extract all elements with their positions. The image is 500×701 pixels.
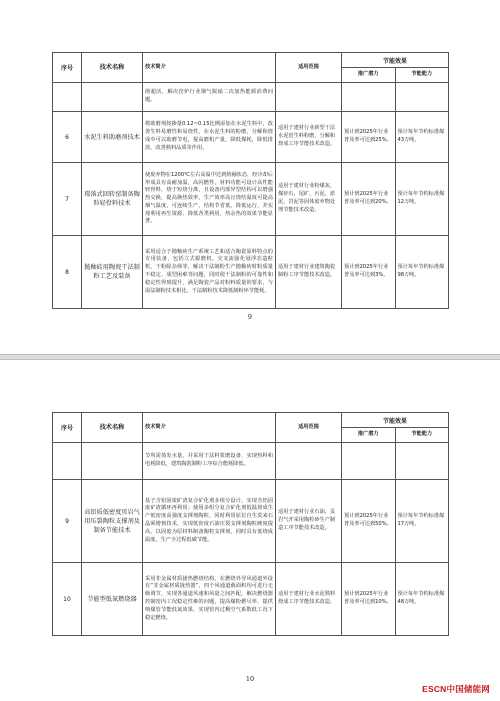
row-scope: 适用于建材行业建筑陶瓷制粉工序节能技术改造。 [276, 236, 342, 309]
header-scope: 适用范围 [276, 53, 342, 83]
technology-table-page-10 [52, 412, 449, 636]
row-name: 高铝质低密度页岩气用压裂陶粒支撑剂及制备节能技术 [82, 480, 143, 563]
row-no: 10 [53, 563, 82, 636]
header-name: 技术名称 [82, 413, 143, 443]
table-row [53, 112, 449, 163]
row-desc: 将助磨剂按掺量0.12~0.15比例添加在水泥生料中，改善生料易磨性和易烧性，在水泥生料的粉磨，分解和烧成中可以助磨节电，提高磨机产量，降低煤耗，降低排放，改善熟料品质等作用。 [143, 112, 276, 163]
escn-logo: ESCN中国储能网 [422, 684, 490, 694]
row-no: 7 [53, 163, 82, 236]
page-number: 10 [245, 675, 255, 683]
row-push: 预计到2025年行业普及率可达到50%。 [342, 480, 396, 563]
table-row [53, 236, 449, 309]
row-name: 节能型低氮燃烧器 [82, 563, 143, 636]
table-row [53, 83, 449, 112]
header-no: 序号 [53, 53, 82, 83]
technology-table-page-9 [52, 52, 449, 309]
header-desc: 技术简介 [143, 413, 276, 443]
table-row [53, 480, 449, 563]
table-header-row [53, 413, 449, 428]
header-scope: 适用范围 [276, 413, 342, 443]
table-header-row [53, 53, 449, 68]
row-cap: 预计每年节约标准煤43万吨。 [395, 112, 449, 163]
row-push: 预计到2025年行业普及率可达到25%。 [342, 112, 396, 163]
header-no: 序号 [53, 413, 82, 443]
row-push: 预计到2025年行业普及率可达到3%。 [342, 236, 396, 309]
header-name: 技术名称 [82, 53, 143, 83]
row-desc: 基于含铝固废矿渣复合矿化剂多组分设计，实现含铝固废矿渣循环再利用；使用多组分复合矿化剂低温烧成生产低密度高强度支撑剂陶粒，同时利用原位自生莫来石晶须增韧技术，实现低密度石油压裂支撑剂陶粒硬度提高，以固废为原材料制备陶粒支撑剂，同时具有低烧成温度，生产全过程低碳节能。 [143, 480, 276, 563]
continuation-text: 节所需蒸发水量，并采用干法料浆磨设备，实现热料和电耗降低，建筑陶瓷制粉工序综合能耗降低。 [143, 443, 276, 480]
row-cap: 预计每年节约标准煤12万吨。 [395, 163, 449, 236]
row-name: 璟落式回转窑制备陶粒轻骨料技术 [82, 163, 143, 236]
table-row [53, 443, 449, 480]
page-number: 9 [247, 313, 253, 321]
header-cap: 节能能力 [395, 68, 449, 83]
header-push: 推广潜力 [342, 428, 396, 443]
table-row [53, 563, 449, 636]
header-effect: 节能效果 [342, 413, 449, 428]
row-scope: 适用于建材行业石油，页岩气开采用陶粒砂生产制造工序节能技术改造。 [276, 480, 342, 563]
row-no: 9 [53, 480, 82, 563]
row-no: 6 [53, 112, 82, 163]
header-desc: 技术简介 [143, 53, 276, 83]
row-name: 水泥生料助磨剂技术 [82, 112, 143, 163]
continuation-text: 削超活，解决窑炉行业烟气脱硝二次加热能源消费问题。 [143, 83, 276, 112]
row-desc: 采用非金属材质拢热燃烧结构，在燃烧外导风通道外设有“非金属材质拢热器”，四个风通道截面积均可进行无级调节，实现各通道风速和风量之间匹配，解决燃烧器控制窑内工况稳定性难的问题，提高煤粉燃尽率，提供喷煤管节能低氮效果，实现窑内过剩空气系数低工况下稳定燃烧。 [143, 563, 276, 636]
header-push: 推广潜力 [342, 68, 396, 83]
row-cap: 预计每年节约标准煤48万吨。 [395, 563, 449, 636]
row-cap: 预计每年节约标准煤98万吨。 [395, 236, 449, 309]
row-desc: 使废弃物在1200℃左右高温中达到熔融状态，经冷却后形成具有高耐加温，高闪燃性，材料功能可设计高性能轻骨料，烧于短烧分离，且设备内部异型结构可以增强热交换，提高换热效率，生产效率高且烧结温度可提高烟气温度，可连续生产，结构节省低，降低运行，并实现利用再生资源、降低各类利用，热余热的效果节能显著。 [143, 163, 276, 236]
row-push: 预计到2025年行业普及率可达到20%。 [342, 163, 396, 236]
row-scope: 适用于建材行业水泥熟料烧成工序节能技术改造。 [276, 563, 342, 636]
header-cap: 节能能力 [395, 428, 449, 443]
row-push: 预计到2025年行业普及率可达到10%。 [342, 563, 396, 636]
header-effect: 节能效果 [342, 53, 449, 68]
row-scope: 适用于建材行业新型干法水泥窑生料粉磨，分解和烧成工序节能技术改造。 [276, 112, 342, 163]
row-no: 8 [53, 236, 82, 309]
row-scope: 适用于建材行业粉煤灰，煤矸石，尾矿，污泥，淤泥，岩泥等固体废弃物处理节能技术改造。 [276, 163, 342, 236]
table-row [53, 163, 449, 236]
row-cap: 预计每年节约标准煤17万吨。 [395, 480, 449, 563]
row-name: 抛釉砖用陶瓷干法制粉工艺及装备 [82, 236, 143, 309]
document-page-10 [0, 360, 500, 701]
row-desc: 采用适合于抛釉砖生产系统工艺和适合陶瓷原料特点的专用装备，包括立式辊磨机，交叉流强化悬浮态造粒机，干粉除杂筛等，解决干法制粉生产抛釉砖时粉质量不稳定、成型困难等问题，同时使干法制粉的可靠性和稳定性得到提升，满足陶瓷产品对粉料质量的要求，与湿法制粉技术相比，干法制粉技术降低制粉环节能耗。 [143, 236, 276, 309]
